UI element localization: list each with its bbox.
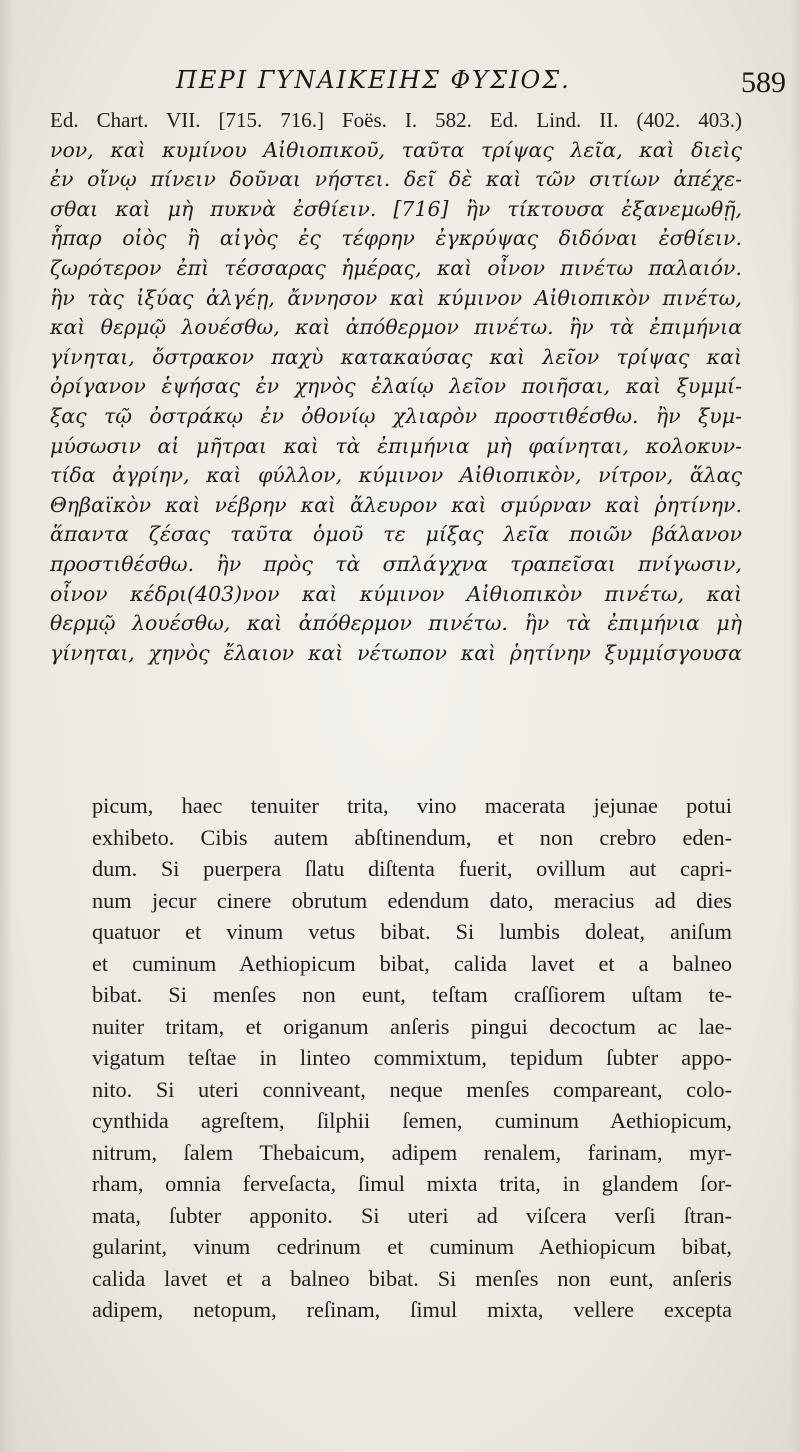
latin-line: et cuminum Aethiopicum bibat, calida lavet et a balneo <box>92 950 732 976</box>
greek-text-block <box>50 106 742 668</box>
greek-line: προστιθέσθω. ἢν πρὸς τὰ σπλάγχνα τραπεῖσαι πνίγωσιν, <box>50 551 742 576</box>
greek-line: ἐν οἴνῳ πίνειν δοῦναι νήστει. δεῖ δὲ καὶ τῶν σιτίων ἀπέχε- <box>50 167 742 192</box>
latin-line: quatuor et vinum vetus bibat. Si lumbis doleat, aniſum <box>92 919 732 944</box>
latin-line: dum. Si puerpera ſlatu diſtenta fuerit, ovillum aut capri- <box>92 856 732 881</box>
latin-line: calida lavet et a balneo bibat. Si menſes non eunt, anſeris <box>92 1265 732 1291</box>
greek-line: γίνηται, ὄστρακον παχὺ κατακαύσας καὶ λεῖον τρίψας καὶ <box>50 344 742 369</box>
latin-line: gularint, vinum cedrinum et cuminum Aethiopicum bibat, <box>92 1234 732 1259</box>
latin-line: nitrum, ſalem Thebaicum, adipem renalem, farinam, myr- <box>92 1139 732 1165</box>
latin-line: nito. Si uteri conniveant, neque menſes compareant, colo- <box>92 1076 732 1102</box>
greek-line: νον, καὶ κυμίνου Αἰθιοπικοῦ, ταῦτα τρίψας λεῖα, καὶ διεὶς <box>50 137 742 162</box>
greek-line: ἅπαντα ζέσας ταῦτα ὁμοῦ τε μίξας λεῖα ποιῶν βάλανον <box>50 522 742 547</box>
page-edge-shadow <box>790 0 800 1452</box>
greek-line: ξας τῷ ὀστράκῳ ἐν ὀθονίῳ χλιαρὸν προστιθέσθω. ἢν ξυμ- <box>50 403 742 428</box>
latin-line: rham, omnia ferveſacta, ſimul mixta trita, in glandem ſor- <box>92 1171 732 1196</box>
greek-line: Θηβαϊκὸν καὶ νέβρην καὶ ἄλευρον καὶ σμύρναν καὶ ῥητίνην. <box>50 492 742 517</box>
greek-line: ἧπαρ οἰὸς ἢ αἰγὸς ἐς τέφρην ἐγκρύψας διδόναι ἐσθίειν. <box>50 226 742 251</box>
latin-line: bibat. Si menſes non eunt, teſtam craſſiorem uſtam te- <box>92 982 732 1007</box>
page-gutter-shadow <box>0 0 14 1452</box>
latin-line: exhibeto. Cibis autem abſtinendum, et non crebro eden- <box>92 824 732 850</box>
running-head: ΠΕΡΙ ΓΥΝΑΙΚΕΙΗΣ ΦΥΣΙΟΣ. <box>176 66 571 94</box>
page-number: 589 <box>741 66 786 99</box>
latin-line: picum, haec tenuiter trita, vino macerata jejunae potui <box>92 793 732 818</box>
greek-line: θερμῷ λουέσθω, καὶ ἀπόθερμον πινέτω. ἢν τὰ ἐπιμήνια μὴ <box>50 611 742 636</box>
latin-line: mata, ſubter apponito. Si uteri ad viſcera verſi ſtran- <box>92 1202 732 1228</box>
greek-line: ἢν τὰς ἰξύας ἀλγέῃ, ἄννησον καὶ κύμινον Αἰθιοπικὸν πινέτω, <box>50 285 742 310</box>
greek-line: ζωρότερον ἐπὶ τέσσαρας ἡμέρας, καὶ οἶνον πινέτω παλαιόν. <box>50 255 742 280</box>
latin-line: vigatum teſtae in linteo commixtum, tepidum ſubter appo- <box>92 1045 732 1070</box>
greek-line: σθαι καὶ μὴ πυκνὰ ἐσθίειν. [716] ἢν τίκτουσα ἐξανεμωθῇ, <box>50 196 742 221</box>
greek-line: τίδα ἀγρίην, καὶ φύλλον, κύμινον Αἰθιοπικὸν, νίτρον, ἅλας <box>50 463 742 488</box>
latin-line: cynthida agreſtem, ſilphii ſemen, cuminum Aethiopicum, <box>92 1108 732 1133</box>
greek-line: οἶνον κέδρι(403)νον καὶ κύμινον Αἰθιοπικὸν πινέτω, καὶ <box>50 581 742 606</box>
greek-line: ὀρίγανον ἑψήσας ἐν χηνὸς ἐλαίῳ λεῖον ποιῆσαι, καὶ ξυμμί- <box>50 374 742 399</box>
latin-line: adipem, netopum, reſinam, ſimul mixta, vellere excepta <box>92 1297 732 1322</box>
greek-line: μύσωσιν αἱ μῆτραι καὶ τὰ ἐπιμήνια μὴ φαίνηται, κολοκυν- <box>50 433 742 458</box>
greek-line: γίνηται, χηνὸς ἔλαιον καὶ νέτωπον καὶ ῥητίνην ξυμμίσγουσα <box>50 640 742 665</box>
greek-line: καὶ θερμῷ λουέσθω, καὶ ἀπόθερμον πινέτω. ἢν τὰ ἐπιμήνια <box>50 315 742 340</box>
edition-reference-line: Ed. Chart. VII. [715. 716.] Foës. I. 582. Ed. Lind. II. (402. 403.) <box>50 108 742 132</box>
latin-translation-block <box>92 790 732 1326</box>
latin-line: nuiter tritam, et origanum anſeris pingui decoctum ac lae- <box>92 1013 732 1039</box>
page-header <box>108 60 788 104</box>
latin-line: num jecur cinere obrutum edendum dato, meracius ad dies <box>92 887 732 913</box>
